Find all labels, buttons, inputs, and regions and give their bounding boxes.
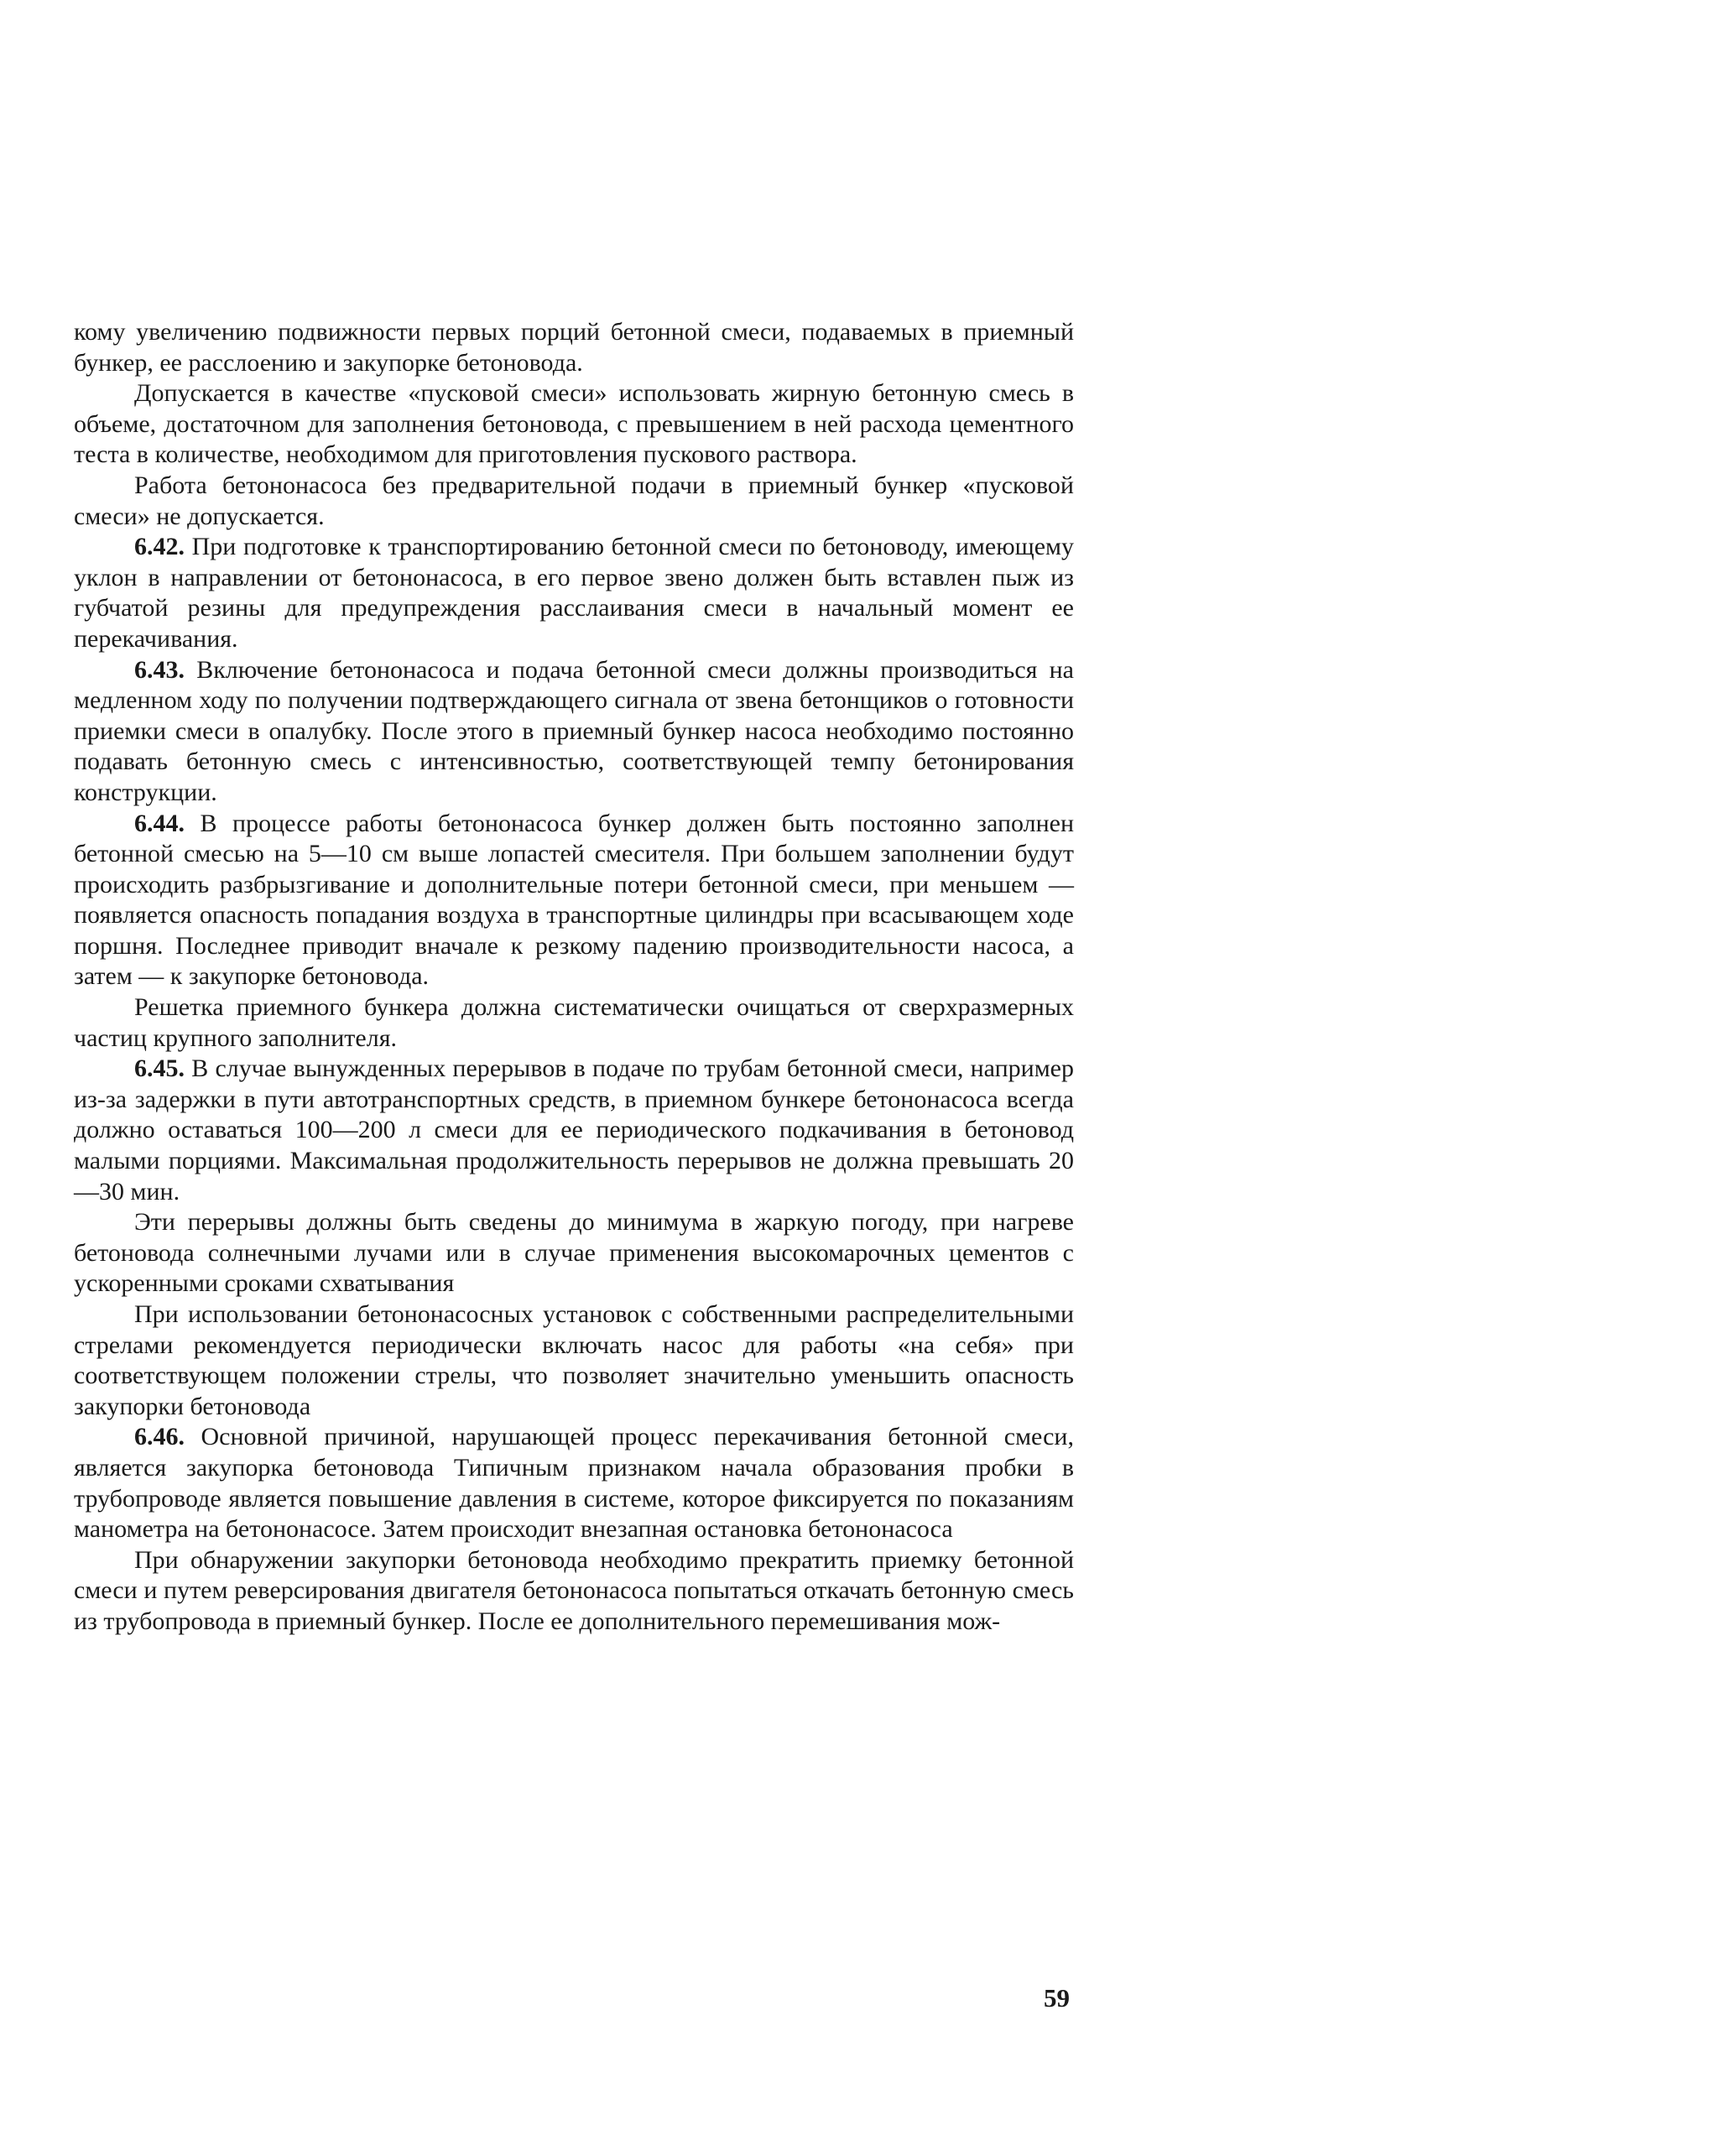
clause-number: 6.45. [134,1055,185,1083]
paragraph-text: В случае вынужденных перерывов в подаче по трубам бетонной смеси, например из-за задержки в пути автотранспортных средств, в приемном бункере бетононасоса всегда должно оставаться 100—200 л смеси для ее периодического подкачивания в бетоновод малыми порциями. Максимальная продолжительность перерывов не должна превышать 20—30 мин. [74,1055,1075,1206]
paragraph [74,1545,1074,1638]
body-text [74,317,1074,1638]
paragraph-text: Решетка приемного бункера должна систематически очищаться от сверхразмерных частиц крупного заполнителя. [74,993,1074,1052]
paragraph [74,992,1074,1054]
paragraph [74,471,1074,532]
paragraph-text: При подготовке к транспортированию бетонной смеси по бетоноводу, имеющему уклон в направлении от бетононасоса, в его первое звено должен быть вставлен пыж из губчатой резины для предупреждения расслаивания смеси в начальный момент ее перекачивания. [74,533,1075,653]
paragraph [74,378,1074,471]
paragraph-text: кому увеличению подвижности первых порций бетонной смеси, подаваемых в приемный бункер, ее расслоению и закупорке бетоновода. [74,318,1074,377]
paragraph-text: Работа бетононасоса без предварительной подачи в приемный бункер «пусковой смеси» не допускается. [74,471,1074,530]
clause-number: 6.44. [134,809,185,837]
paragraph-text: При обнаружении закупорки бетоновода необходимо прекратить приемку бетонной смеси и путем реверсирования двигателя бетононасоса попытаться откачать бетонную смесь из трубопровода в приемный бункер. После ее дополнительного перемешивания мож- [74,1545,1074,1635]
paragraph-text: Допускается в качестве «пусковой смеси» использовать жирную бетонную смесь в объеме, достаточном для заполнения бетоновода, с превышением в ней расхода цементного теста в количестве, необходимом для приготовления пускового раствора. [74,379,1074,469]
paragraph-continuation [74,317,1074,378]
clause-6-42 [74,532,1074,654]
paragraph [74,1207,1074,1299]
clause-6-46 [74,1422,1074,1544]
clause-6-45 [74,1054,1074,1207]
paragraph-text: Основной причиной, нарушающей процесс перекачивания бетонной смеси, является закупорка бетоновода Типичным признаком начала образования пробки в трубопроводе является повышение давления в системе, которое фиксируется по показаниям манометра на бетононасосе. Затем происходит внезапная остановка бетононасоса [74,1423,1074,1544]
paragraph-text: Включение бетононасоса и подача бетонной смеси должны производиться на медленном ходу по получении подтверждающего сигнала от звена бетонщиков о готовности приемки смеси в опалубку. После этого в приемный бункер насоса необходимо постоянно подавать бетонную смесь с интенсивностью, соответствующей темпу бетонирования конструкции. [74,655,1075,806]
paragraph-text: При использовании бетононасосных установок с собственными распределительными стрелами рекомендуется периодически включать насос для работы «на себя» при соответствующем положении стрелы, что позволяет значительно уменьшить опасность закупорки бетоновода [74,1300,1074,1420]
paragraph-text: Эти перерывы должны быть сведены до минимума в жаркую погоду, при нагреве бетоновода солнечными лучами или в случае применения высокомарочных цементов с ускоренными сроками схватывания [74,1208,1074,1298]
clause-6-44 [74,809,1074,993]
clause-6-43 [74,655,1074,809]
clause-number: 6.46. [134,1423,185,1451]
paragraph [74,1299,1074,1422]
page-number: 59 [1044,1983,1070,2013]
clause-number: 6.43. [134,655,185,684]
paragraph-text: В процессе работы бетононасоса бункер должен быть постоянно заполнен бетонной смесью на 5—10 см выше лопастей смесителя. При большем заполнении будут происходить разбрызгивание и дополнительные потери бетонной смеси, при меньшем — появляется опасность попадания воздуха в транспортные цилиндры при всасывающем ходе поршня. Последнее приводит вначале к резкому падению производительности насоса, а затем — к закупорке бетоновода. [74,809,1074,991]
clause-number: 6.42. [134,533,185,561]
